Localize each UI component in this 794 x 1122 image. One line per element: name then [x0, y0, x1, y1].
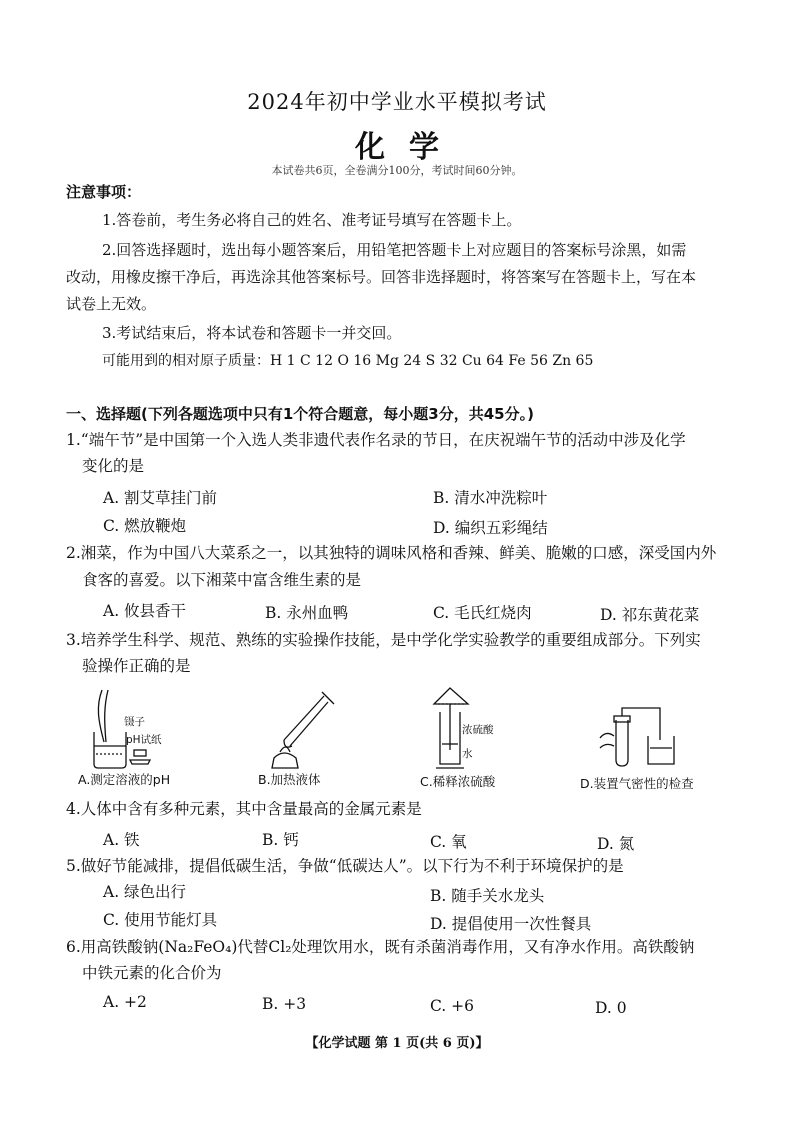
- notice-item-3: 3.考试结束后，将本试卷和答题卡一并交回。: [102, 324, 402, 342]
- q1-option-a: A. 割艾草挂门前: [103, 489, 218, 507]
- figure-heating-liquid: [262, 686, 340, 770]
- q5-option-c: C. 使用节能灯具: [103, 911, 218, 929]
- q6-option-b: B. +3: [262, 995, 307, 1013]
- q6-stem-line-1: 6.用高铁酸钠(Na₂FeO₄)代替Cl₂处理饮用水，既有杀菌消毒作用，又有净水作用。高铁酸钠: [66, 938, 695, 956]
- q6-stem-line-2: 中铁元素的化合价为: [82, 964, 222, 982]
- q2-option-d: D. 祁东黄花菜: [600, 606, 700, 624]
- label-water: 水: [462, 748, 473, 760]
- q5-option-d: D. 提倡使用一次性餐具: [430, 915, 592, 933]
- figure-ph-test: [82, 686, 162, 770]
- exam-title: 2024年初中学业水平模拟考试: [247, 90, 547, 114]
- q2-stem-line-2: 食客的喜爱。以下湘菜中富含维生素的是: [82, 571, 362, 589]
- q5-stem: 5.做好节能减排，提倡低碳生活，争做“低碳达人”。以下行为不利于环境保护的是: [66, 857, 624, 875]
- notice-item-2-line-1: 2.回答选择题时，选出每小题答案后，用铅笔把答题卡上对应题目的答案标号涂黑，如需: [102, 241, 687, 259]
- notice-item-2-line-3: 试卷上无效。: [66, 295, 157, 313]
- section-heading: 一、选择题(下列各题选项中只有1个符合题意，每小题3分，共45分。): [66, 405, 534, 423]
- q4-option-a: A. 铁: [103, 831, 140, 849]
- figure-airtightness-check: [596, 700, 686, 770]
- notice-item-1: 1.答卷前，考生务必将自己的姓名、准考证号填写在答题卡上。: [102, 211, 522, 229]
- q5-option-b: B. 随手关水龙头: [430, 887, 545, 905]
- q4-option-d: D. 氮: [597, 835, 635, 853]
- q2-stem-line-1: 2.湘菜，作为中国八大菜系之一，以其独特的调味风格和香辣、鲜美、脆嫩的口感，深受国内外: [66, 544, 717, 562]
- q3-option-b: B.加热液体: [258, 772, 321, 787]
- q1-stem-line-2: 变化的是: [82, 457, 145, 475]
- q5-option-a: A. 绿色出行: [103, 883, 187, 901]
- label-conc-acid: 浓硫酸: [462, 724, 494, 736]
- subject-title: 化学: [355, 130, 463, 165]
- exam-meta: 本试卷共6页，全卷满分100分，考试时间60分钟。: [271, 164, 523, 177]
- label-ph-paper: pH试纸: [126, 734, 162, 746]
- q1-option-b: B. 清水冲洗粽叶: [433, 489, 548, 507]
- q4-option-c: C. 氧: [430, 833, 467, 851]
- q2-option-b: B. 永州血鸭: [265, 604, 349, 622]
- q1-option-d: D. 编织五彩绳结: [433, 519, 548, 537]
- q3-option-a: A.测定溶液的pH: [78, 772, 171, 787]
- q6-option-d: D. 0: [595, 999, 627, 1017]
- q6-option-a: A. +2: [103, 993, 147, 1011]
- q2-option-a: A. 攸县香干: [103, 602, 187, 620]
- q1-option-c: C. 燃放鞭炮: [103, 517, 187, 535]
- q3-option-d: D.装置气密性的检查: [580, 776, 694, 791]
- label-tweezers: 镊子: [124, 716, 145, 728]
- q4-option-b: B. 钙: [262, 831, 299, 849]
- atomic-masses: 可能用到的相对原子质量：H 1 C 12 O 16 Mg 24 S 32 Cu 64 Fe 56 Zn 65: [102, 353, 594, 369]
- q3-option-c: C.稀释浓硫酸: [420, 774, 496, 789]
- q3-stem-line-1: 3.培养学生科学、规范、熟练的实验操作技能，是中学化学实验教学的重要组成部分。下列实: [66, 631, 701, 649]
- page-footer: 【化学试题 第 1 页(共 6 页)】: [305, 1036, 489, 1051]
- q1-stem-line-1: 1.“端午节”是中国第一个入选人类非遗代表作名录的节日，在庆祝端午节的活动中涉及化学: [66, 431, 686, 449]
- notice-item-2-line-2: 改动，用橡皮擦干净后，再选涂其他答案标号。回答非选择题时，将答案写在答题卡上，写在本: [66, 268, 697, 286]
- notice-heading: 注意事项：: [66, 183, 142, 201]
- q6-option-c: C. +6: [430, 997, 475, 1015]
- q4-stem: 4.人体中含有多种元素，其中含量最高的金属元素是: [66, 800, 422, 818]
- q2-option-c: C. 毛氏红烧肉: [433, 604, 532, 622]
- q3-stem-line-2: 验操作正确的是: [82, 657, 191, 675]
